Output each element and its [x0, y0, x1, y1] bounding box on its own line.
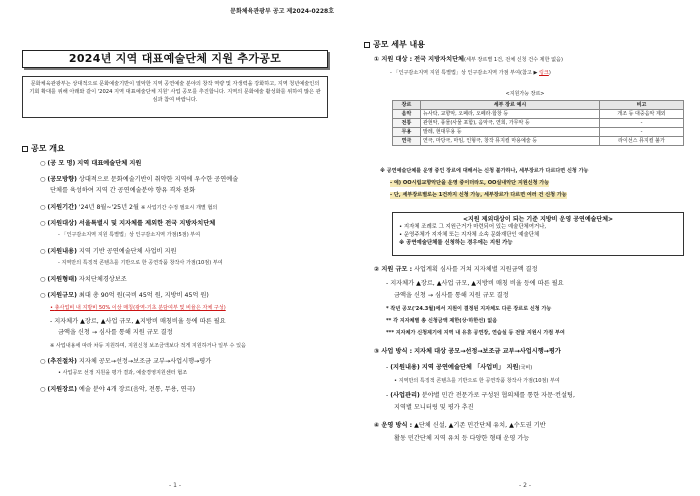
exclusion-box: [392, 212, 684, 256]
square-bullet-icon: [22, 146, 28, 152]
table-header: 세부 장르 예시: [421, 101, 600, 110]
table-row: [393, 119, 684, 128]
detail-2-note-3: *** 지자체가 신청제기에 지역 내 유휴 공연장, 연습실 등 전달 지원시 가점 부여: [386, 330, 565, 336]
detail-2-scale: ② 지원 규모 : 사업계획 심사를 거쳐 지자체별 지원금액 결정: [374, 266, 538, 273]
detail-1-sub: - 「인구감소지역 지원 특별법」상 인구감소지역 가점 부여(참고 ▶ 링크): [390, 70, 551, 76]
detail-1-target: ① 지원 대상 : 전국 지방자치단체(세부 장르별 1건, 전체 신청 건수 제한 없음): [374, 56, 563, 63]
item-genre: ○ (지원장르) 예술 분야 4개 장르(음악, 전통, 무용, 연극): [40, 386, 196, 393]
table-cell: 개조 등 대중음악 제외: [600, 110, 684, 119]
section-title: 공모 개요: [31, 144, 65, 153]
detail-2-note-2: ** 각 지자체별 총 신청금액 제한(상·하한선) 없음: [386, 318, 498, 324]
detail-3-line2: • 지역만의 특징적 콘텐츠를 기반으로 한 공연작품 창작사 가점(10점) 부여: [394, 378, 560, 384]
item-content-note: - 지역만의 특징적 콘텐츠를 기반으로 한 공연작품 창작사 가점(10점) 부여: [58, 260, 223, 266]
table-cell: -: [600, 119, 684, 128]
item-process: ○ (추진절차) 지자체 공모→선정→보조금 교부→사업시행→평가: [40, 358, 212, 365]
item-target: ○ (지원대상) 서울특별시 및 지자체를 제외한 전국 지방자치단체: [40, 220, 216, 227]
item-direction-cont: 단체를 육성하여 지역 간 공연예술분야 향유 격차 완화: [50, 187, 196, 194]
table-cell: 연극: [393, 137, 421, 146]
item-scale: ○ (지원규모) 최대 총 90억 원(국비 45억 원, 지방비 45억 원): [40, 292, 209, 299]
warning-note-1: ※ 공연예술단체를 운영 중인 장르에 대해서는 신청 불가하나, 세부장르가 다르다면 신청 가능: [380, 168, 589, 174]
table-cell: 음악: [393, 110, 421, 119]
exclusion-line: • 지자체 조례로 그 지원근거가 마련되어 있는 예술단체여거나,: [399, 224, 547, 231]
page-number-1: - 1 -: [169, 482, 181, 490]
detail-4-operation: ④ 운영 방식 : ▲단체 신설, ▲기존 민간단체 유치, ▲수도권 기반: [374, 422, 546, 429]
table-cell: -: [600, 128, 684, 137]
item-scale-note: ※ 사업내용에 따라 차등 지원하며, 지원신청 보조금액보다 적게 지원하거나 일부 수 있음: [50, 343, 246, 349]
item-scale-match: • 총사업비 내 지방비 50% 이상 매칭(광역-기초 분담여부 및 비율은 자체 구성): [50, 305, 226, 311]
page-2: [350, 0, 700, 496]
section-title: 공모 세부 내용: [373, 40, 425, 49]
warning-note-3: - 단, 세부장르별로는 1건까지 신청 가능, 세부장르가 다르면 여러 건 신청 가능: [390, 192, 567, 198]
table-cell: 무용: [393, 128, 421, 137]
detail-2-line1: - 지자체가 ▲장르, ▲사업 규모, ▲지방비 매칭 비율 등에 따른 필요: [386, 280, 564, 287]
detail-3-line4: 지역별 모니터링 및 평가 추진: [394, 404, 474, 411]
table-row: [393, 137, 684, 146]
table-row: [393, 128, 684, 137]
item-scale-line1: - 지자체가 ▲장르, ▲사업 규모, ▲지방비 매칭비율 등에 따른 필요: [50, 318, 226, 325]
announcement-number: 문화체육관광부 공고 제2024-0228호: [230, 8, 334, 15]
intro-box: 문화체육관광부는 상대적으로 문화예술기반이 열악한 지역 공연예술 분야의 창작 역량 및 자생력을 강화하고, 지역 청년예술인의 기회 확대를 위해 아래와 같이 '2024 지역 대표예술단체 지원' 사업 공모를 추진합니다. 지역의 문화예술 활성화를 위하여 많은 관심과 참여 바랍니다.: [22, 76, 328, 118]
item-period: ○ (지원기간) '24년 8월~'25년 2월 ※ 사업기간 수정 필요시 개별 협의: [40, 204, 218, 211]
detail-4-line2: 활동 민간단체 지역 유치 등 다양한 형태 운영 가능: [394, 435, 530, 442]
page-number-2: - 2 -: [519, 482, 531, 490]
table-header-row: [393, 101, 684, 110]
item-name: ○ (공 모 명) 지역 대표예술단체 지원: [40, 160, 142, 167]
detail-3-line1: - (지원내용) 지역 공연예술단체 「사업비」 지원(국비): [386, 364, 533, 371]
reference-link[interactable]: 링크: [539, 70, 549, 76]
table-cell: 전통: [393, 119, 421, 128]
item-scale-line2: 금액을 신청 → 심사를 통해 지원 규모 결정: [58, 329, 173, 336]
table-row: [393, 110, 684, 119]
table-cell: 관현악, 풍물(사물 포함), 음악극, 연희, 가무악 등: [421, 119, 600, 128]
item-content: ○ (지원내용) 지역 기반 공연예술단체 사업비 지원: [40, 248, 177, 255]
table-cell: 연극, 마당극, 마임, 인형극, 창작 뮤지컬 마용예술 등: [421, 137, 600, 146]
table-cell: 발레, 현대무용 등: [421, 128, 600, 137]
item-process-note: • 사업공모 선정 지원을 평가 결과, 예술경영지원센터 협조: [58, 370, 188, 376]
detail-3-method: ③ 사업 방식 : 지자체 대상 공모→선정→보조금 교부→사업시행→평가: [374, 348, 561, 355]
warning-note-2: - 예) OO시립교향악단을 운영 중이더라도, OO실내악단 지원신청 가능: [390, 180, 550, 186]
exclusion-line: • 운영주체가 지자체 또는 지자체 소속 문화재단인 예술단체: [399, 231, 540, 238]
detail-3-line3: - (사업관리) 분야별 민간 전문가로 구성된 협의체를 통한 자문·컨설팅,: [386, 392, 575, 399]
table-header: 장르: [393, 101, 421, 110]
exclusion-box-title: <지원 제외대상이 되는 기준 지방비 운영 공연예술단체>: [462, 216, 614, 223]
exclusion-line: ※ 공연예술단체를 신청하는 경우에는 지원 가능: [399, 239, 513, 246]
square-bullet-icon: [364, 42, 370, 48]
section-heading-overview: [22, 144, 65, 154]
section-heading-details: [364, 40, 425, 50]
table-cell: 라이선스 뮤지컬 불가: [600, 137, 684, 146]
item-target-note: - 「인구감소지역 지원 특별법」상 인구감소지역 가점(5점) 부여: [58, 232, 201, 238]
table-cell: 뉴사탁, 교향악, 오페라, 오페라·합창 등: [421, 110, 600, 119]
item-direction: ○ (공모방향) 상대적으로 문화예술기반이 취약한 지역에 우수한 공연예술: [40, 176, 239, 183]
item-form: ○ (지원형태) 자치단체경상보조: [40, 276, 127, 283]
table-caption: <지원가능 장르>: [505, 91, 545, 97]
document-title: 2024년 지역 대표예술단체 지원 추가공모: [22, 50, 328, 68]
detail-2-line2: 금액을 신청 → 심사를 통해 지원 규모 결정: [394, 292, 509, 299]
genre-table: [392, 100, 684, 146]
detail-2-note-1: * 작년 공모('24.3월)에서 지원이 결정된 지자체도 다른 장르로 신청 가능: [386, 306, 552, 312]
table-header: 비고: [600, 101, 684, 110]
